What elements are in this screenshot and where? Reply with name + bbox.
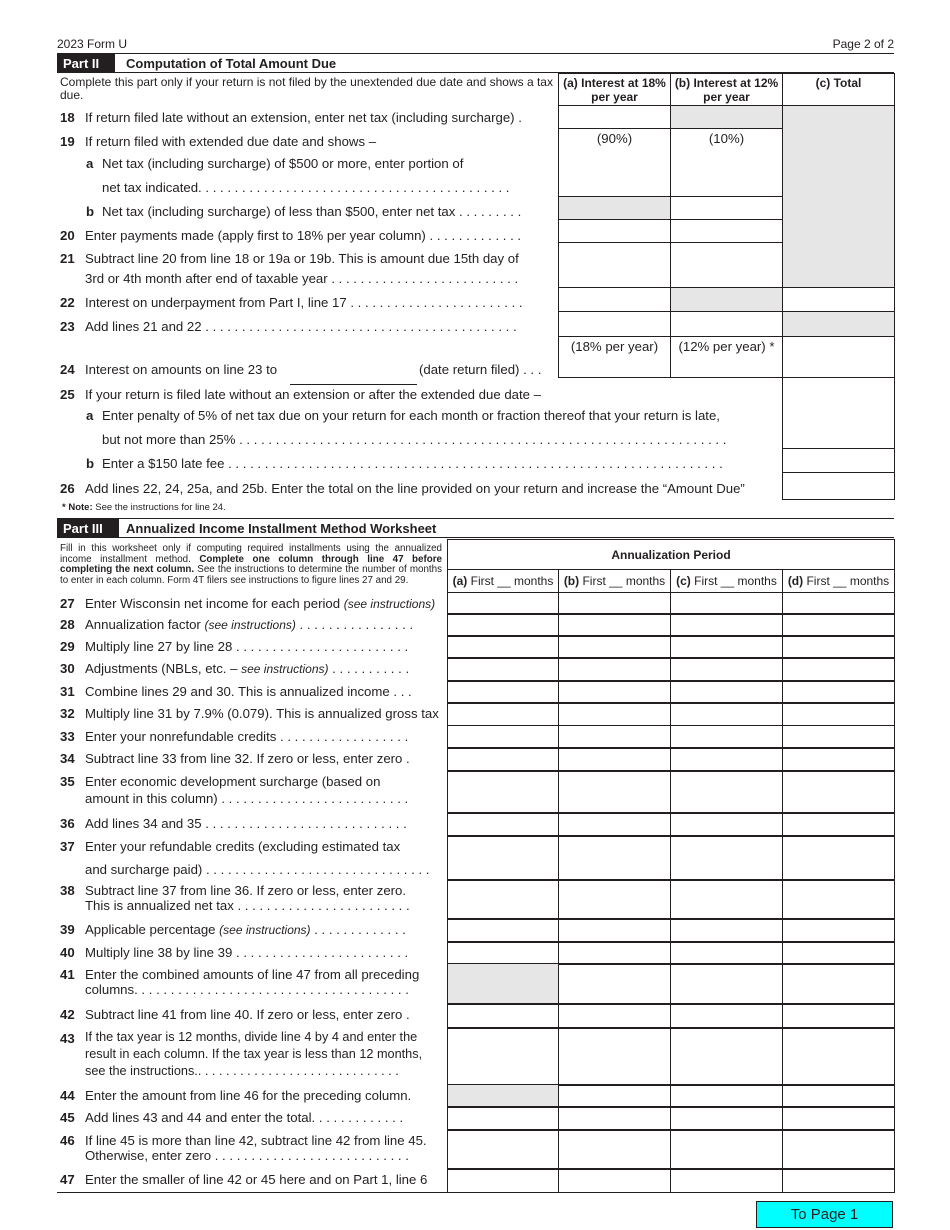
- period-col-header: [447, 569, 559, 593]
- entry-cell[interactable]: [447, 702, 559, 726]
- entry-cell[interactable]: [670, 657, 783, 682]
- entry-cell[interactable]: [558, 635, 671, 659]
- col-c-header-cell: [782, 73, 895, 106]
- entry-cell[interactable]: [558, 747, 671, 772]
- line-text: net tax indicated. . . . . . . . . . . . . . . . . . . . . . . . . . . . . . . . . . . . . . . . . . .: [102, 180, 510, 195]
- entry-cell[interactable]: [782, 725, 895, 749]
- line-number: 34: [60, 751, 75, 766]
- line22-col-b-shaded: [670, 287, 783, 312]
- entry-cell[interactable]: [670, 1084, 783, 1108]
- entry-cell[interactable]: [782, 812, 895, 837]
- line-number: b: [86, 204, 95, 219]
- entry-cell[interactable]: [782, 941, 895, 965]
- entry-cell[interactable]: [782, 963, 895, 1005]
- line-text: result in each column. If the tax year is less than 12 months,: [85, 1047, 423, 1061]
- line-text: Subtract line 20 from line 18 or 19a or 19b. This is amount due 15th day of: [85, 251, 519, 266]
- pct-18-year: (18% per year): [570, 339, 659, 354]
- entry-cell[interactable]: [558, 1106, 671, 1131]
- line-number: 30: [60, 661, 75, 676]
- entry-cell[interactable]: [782, 1168, 895, 1193]
- col-b-header: (b) Interest at 12% per year: [674, 76, 779, 104]
- page-number: Page 2 of 2: [832, 37, 894, 51]
- entry-cell[interactable]: [670, 1027, 783, 1086]
- line22-col-a[interactable]: [558, 287, 671, 312]
- part3-title: Annualized Income Installment Method Worksheet: [126, 521, 437, 536]
- entry-cell[interactable]: [670, 941, 783, 965]
- entry-cell[interactable]: [782, 1084, 895, 1108]
- entry-cell[interactable]: [558, 1027, 671, 1086]
- line-number: 37: [60, 839, 75, 854]
- entry-cell[interactable]: [558, 963, 671, 1005]
- entry-cell[interactable]: [558, 657, 671, 682]
- entry-cell[interactable]: [558, 680, 671, 704]
- entry-cell[interactable]: [447, 941, 559, 965]
- line-text: Subtract line 33 from line 32. If zero or less, enter zero .: [85, 751, 410, 766]
- entry-cell[interactable]: [670, 879, 783, 920]
- col-b-header-cell: [670, 73, 783, 106]
- line20-col-a[interactable]: [558, 219, 671, 243]
- line-text: and surcharge paid) . . . . . . . . . . . . . . . . . . . . . . . . . . . . . . .: [85, 862, 430, 877]
- entry-cell[interactable]: [670, 812, 783, 837]
- line23-col-a[interactable]: [558, 311, 671, 337]
- entry-cell[interactable]: [782, 635, 895, 659]
- entry-cell[interactable]: [558, 879, 671, 920]
- entry-cell[interactable]: [670, 1106, 783, 1131]
- line-number: 35: [60, 774, 75, 789]
- entry-cell-shaded: [447, 1084, 559, 1108]
- line-text: Subtract line 41 from line 40. If zero or less, enter zero .: [85, 1007, 410, 1022]
- part3-bottom-rule: [57, 1192, 447, 1193]
- entry-cell[interactable]: [558, 835, 671, 881]
- entry-cell[interactable]: [447, 657, 559, 682]
- entry-cell[interactable]: [670, 770, 783, 814]
- entry-cell[interactable]: [558, 1003, 671, 1029]
- line23-col-b[interactable]: [670, 311, 783, 337]
- line-text: Enter your nonrefundable credits . . . . . . . . . . . . . . . . . .: [85, 729, 409, 744]
- entry-cell[interactable]: [782, 1106, 895, 1131]
- line21-col-b[interactable]: [670, 242, 783, 288]
- line-number: 24: [60, 362, 75, 377]
- pct-10: (10%): [708, 131, 745, 146]
- line-text: Multiply line 27 by line 28 . . . . . . . . . . . . . . . . . . . . . . . .: [85, 639, 409, 654]
- line-text: Net tax (including surcharge) of less than $500, enter net tax . . . . . . . . .: [102, 204, 522, 219]
- line-number: 40: [60, 945, 75, 960]
- line-text: Interest on amounts on line 23 to: [85, 362, 278, 377]
- line-text: Otherwise, enter zero . . . . . . . . . . . . . . . . . . . . . . . . . . .: [85, 1148, 409, 1163]
- line-text: If the tax year is 12 months, divide line 4 by 4 and enter the: [85, 1030, 418, 1044]
- entry-cell[interactable]: [558, 941, 671, 965]
- line-text: see the instructions.. . . . . . . . . . . . . . . . . . . . . . . . . . . . .: [85, 1064, 399, 1078]
- line-number: 19: [60, 134, 75, 149]
- line-number: 27: [60, 596, 75, 611]
- entry-cell[interactable]: [447, 879, 559, 920]
- entry-cell[interactable]: [670, 1003, 783, 1029]
- part2-title: Computation of Total Amount Due: [126, 56, 337, 71]
- line-text: Enter the amount from line 46 for the preceding column.: [85, 1088, 412, 1103]
- line-number: 33: [60, 729, 75, 744]
- line-text: Add lines 21 and 22 . . . . . . . . . . . . . . . . . . . . . . . . . . . . . . . . . . . . . . . . . . .: [85, 319, 517, 334]
- part2-intro: Complete this part only if your return is not filed by the unextended due date and shows a tax due.: [60, 75, 553, 102]
- part3-header: [57, 519, 894, 538]
- entry-cell[interactable]: [447, 680, 559, 704]
- line-number: 20: [60, 228, 75, 243]
- date-filed-field[interactable]: [290, 369, 417, 385]
- period-col-label: (d) First __ months: [787, 574, 890, 588]
- line19a-col-b[interactable]: [670, 128, 783, 197]
- part3-top-rule: [57, 518, 894, 519]
- line-number: 29: [60, 639, 75, 654]
- entry-cell[interactable]: [447, 1129, 559, 1170]
- entry-cell[interactable]: [670, 835, 783, 881]
- line24-total[interactable]: [782, 336, 895, 378]
- line-number: 22: [60, 295, 75, 310]
- line-number: 47: [60, 1172, 75, 1187]
- line-number: 41: [60, 967, 75, 982]
- entry-cell[interactable]: [782, 918, 895, 943]
- line-text: If line 45 is more than line 42, subtract line 42 from line 45.: [85, 1133, 427, 1148]
- line24-col-a[interactable]: [558, 336, 671, 378]
- entry-cell[interactable]: [782, 879, 895, 920]
- part3-intro: Fill in this worksheet only if computing required installments using the annualized income installment method. Complete one column through line 47 before completing the next column. See the instructions to determine the number of months to enter in each column. Form 4T filers see instructions to figure lines 27 and 29.: [60, 543, 442, 586]
- line-text: Enter Wisconsin net income for each period (see instructions): [85, 596, 436, 611]
- col-a-header: (a) Interest at 18% per year: [563, 76, 666, 104]
- entry-cell[interactable]: [558, 770, 671, 814]
- period-col-header: [558, 569, 671, 593]
- line-text: Enter payments made (apply first to 18% per year column) . . . . . . . . . . . . .: [85, 228, 522, 243]
- line-number: 18: [60, 110, 75, 125]
- line-text: Combine lines 29 and 30. This is annualized income . . .: [85, 684, 412, 699]
- entry-cell[interactable]: [447, 770, 559, 814]
- line21-col-a[interactable]: [558, 242, 671, 288]
- form-name: 2023 Form U: [57, 37, 128, 51]
- entry-cell[interactable]: [782, 770, 895, 814]
- line-number: 26: [60, 481, 75, 496]
- entry-cell[interactable]: [447, 1027, 559, 1086]
- line-text: Adjustments (NBLs, etc. – see instructions) . . . . . . . . . . .: [85, 661, 410, 676]
- line-text: Enter a $150 late fee . . . . . . . . . . . . . . . . . . . . . . . . . . . . . . . . . . . . . . . . . . . . . . . . . . . . . . . . . . . . . . . . . . . .: [102, 456, 723, 471]
- entry-cell[interactable]: [782, 702, 895, 726]
- line-number: 21: [60, 251, 75, 266]
- part3-label: Part III: [57, 519, 119, 537]
- entry-cell[interactable]: [447, 1106, 559, 1131]
- entry-cell[interactable]: [670, 747, 783, 772]
- pct-12-year: (12% per year) *: [678, 339, 775, 354]
- entry-cell[interactable]: [782, 592, 895, 615]
- line18-col-b-shaded: [670, 105, 783, 129]
- line-text: Enter the smaller of line 42 or 45 here and on Part 1, line 6: [85, 1172, 428, 1187]
- entry-cell[interactable]: [670, 635, 783, 659]
- part2-label: Part II: [57, 54, 115, 72]
- line-text: If return filed late without an extension, enter net tax (including surcharge) .: [85, 110, 522, 125]
- entry-cell[interactable]: [447, 918, 559, 943]
- line-text: Net tax (including surcharge) of $500 or more, enter portion of: [102, 156, 464, 171]
- entry-cell[interactable]: [447, 635, 559, 659]
- entry-cell[interactable]: [558, 1168, 671, 1193]
- col-a-header-cell: [558, 73, 671, 106]
- entry-cell[interactable]: [670, 918, 783, 943]
- to-page-1-button[interactable]: To Page 1: [756, 1201, 893, 1228]
- entry-cell[interactable]: [782, 657, 895, 682]
- entry-cell[interactable]: [782, 1027, 895, 1086]
- line-number: 38: [60, 883, 75, 898]
- entry-cell[interactable]: [670, 1129, 783, 1170]
- entry-cell[interactable]: [558, 613, 671, 637]
- entry-cell[interactable]: [558, 702, 671, 726]
- period-col-header: [670, 569, 783, 593]
- entry-cell[interactable]: [558, 1129, 671, 1170]
- line-number: 44: [60, 1088, 75, 1103]
- line-number: 36: [60, 816, 75, 831]
- line-text: Add lines 34 and 35 . . . . . . . . . . . . . . . . . . . . . . . . . . . .: [85, 816, 407, 831]
- line-number: a: [86, 156, 94, 171]
- line26-total[interactable]: [782, 472, 895, 500]
- line-number: 45: [60, 1110, 75, 1125]
- line18-col-a[interactable]: [558, 105, 671, 129]
- period-col-label: (b) First __ months: [563, 574, 666, 588]
- col-c-shaded: [782, 105, 895, 288]
- line-text: Annualization factor (see instructions) . . . . . . . . . . . . . . . .: [85, 617, 414, 632]
- entry-cell[interactable]: [670, 725, 783, 749]
- line20-col-b[interactable]: [670, 219, 783, 243]
- period-col-label: (c) First __ months: [676, 574, 777, 588]
- entry-cell[interactable]: [558, 918, 671, 943]
- period-col-header: [782, 569, 895, 593]
- entry-cell[interactable]: [447, 613, 559, 637]
- entry-cell[interactable]: [447, 812, 559, 837]
- line-number: 46: [60, 1133, 75, 1148]
- line-number: 23: [60, 319, 75, 334]
- line25b-total[interactable]: [782, 448, 895, 473]
- entry-cell[interactable]: [670, 680, 783, 704]
- entry-cell[interactable]: [782, 680, 895, 704]
- line-number: 25: [60, 387, 75, 402]
- annualization-period-header: [447, 539, 895, 570]
- line-text: If return filed with extended due date and shows –: [85, 134, 377, 149]
- entry-cell[interactable]: [670, 702, 783, 726]
- entry-cell[interactable]: [447, 747, 559, 772]
- entry-cell[interactable]: [447, 725, 559, 749]
- line-number: 42: [60, 1007, 75, 1022]
- entry-cell[interactable]: [782, 747, 895, 772]
- line-text: Add lines 43 and 44 and enter the total. . . . . . . . . . . . .: [85, 1110, 404, 1125]
- line-number: b: [86, 456, 95, 471]
- line-text: Enter economic development surcharge (based on: [85, 774, 381, 789]
- line-text: Multiply line 31 by 7.9% (0.079). This is annualized gross tax: [85, 706, 439, 721]
- line-text: Multiply line 38 by line 39 . . . . . . . . . . . . . . . . . . . . . . . .: [85, 945, 409, 960]
- entry-cell[interactable]: [447, 1168, 559, 1193]
- entry-cell[interactable]: [782, 1003, 895, 1029]
- line-number: 28: [60, 617, 75, 632]
- line-text: 3rd or 4th month after end of taxable year . . . . . . . . . . . . . . . . . . . . . . . . . .: [85, 271, 519, 286]
- line-text: amount in this column) . . . . . . . . . . . . . . . . . . . . . . . . . .: [85, 791, 409, 806]
- entry-cell[interactable]: [447, 592, 559, 615]
- pct-90: (90%): [596, 131, 633, 146]
- entry-cell[interactable]: [670, 613, 783, 637]
- line19b-col-b[interactable]: [670, 196, 783, 220]
- entry-cell[interactable]: [782, 835, 895, 881]
- line25a-total[interactable]: [782, 377, 895, 449]
- line-number: 31: [60, 684, 75, 699]
- period-col-label: (a) First __ months: [452, 574, 554, 588]
- line-number: 39: [60, 922, 75, 937]
- entry-cell[interactable]: [782, 613, 895, 637]
- line-number: 32: [60, 706, 75, 721]
- line-text: Add lines 22, 24, 25a, and 25b. Enter the total on the line provided on your return and increase the “Amount Due”: [85, 481, 745, 496]
- line-number: a: [86, 408, 94, 423]
- line-text: Subtract line 37 from line 36. If zero or less, enter zero.: [85, 883, 407, 898]
- line-text: This is annualized net tax . . . . . . . . . . . . . . . . . . . . . . . .: [85, 898, 410, 913]
- line-text: Interest on underpayment from Part I, line 17 . . . . . . . . . . . . . . . . . . . . . . . .: [85, 295, 523, 310]
- part2-header: [57, 54, 894, 73]
- line-text: Enter your refundable credits (excluding estimated tax: [85, 839, 401, 854]
- entry-cell[interactable]: [782, 1129, 895, 1170]
- line-text: Enter the combined amounts of line 47 from all preceding: [85, 967, 420, 982]
- entry-cell[interactable]: [670, 592, 783, 615]
- entry-cell-shaded: [447, 963, 559, 1005]
- entry-cell[interactable]: [447, 835, 559, 881]
- date-filed-label: (date return filed) . . .: [419, 362, 542, 377]
- line-text: Applicable percentage (see instructions) . . . . . . . . . . . . .: [85, 922, 406, 937]
- line-text: but not more than 25% . . . . . . . . . . . . . . . . . . . . . . . . . . . . . . . . . . . . . . . . . . . . . . . . . . . . . . . . . . . . . . . . . . .: [102, 432, 727, 447]
- line-number: 43: [60, 1031, 75, 1046]
- line22-total[interactable]: [782, 287, 895, 312]
- entry-cell[interactable]: [670, 963, 783, 1005]
- entry-cell[interactable]: [670, 1168, 783, 1193]
- col-c-header: (c) Total: [815, 76, 862, 90]
- line-text: If your return is filed late without an extension or after the extended due date –: [85, 387, 541, 402]
- line23-total-shaded: [782, 311, 895, 337]
- line-text: Enter penalty of 5% of net tax due on your return for each month or fraction thereof that your return is late,: [102, 408, 720, 423]
- note-24: * Note: See the instructions for line 24.: [62, 502, 226, 513]
- line19a-col-a[interactable]: [558, 128, 671, 197]
- entry-cell[interactable]: [447, 1003, 559, 1029]
- line19b-col-a-shaded: [558, 196, 671, 220]
- entry-cell[interactable]: [558, 725, 671, 749]
- entry-cell[interactable]: [558, 1084, 671, 1108]
- line-text: columns. . . . . . . . . . . . . . . . . . . . . . . . . . . . . . . . . . . . . .: [85, 982, 409, 997]
- entry-cell[interactable]: [558, 592, 671, 615]
- entry-cell[interactable]: [558, 812, 671, 837]
- annualization-period-title: Annualization Period: [611, 548, 731, 562]
- line24-col-b[interactable]: [670, 336, 783, 378]
